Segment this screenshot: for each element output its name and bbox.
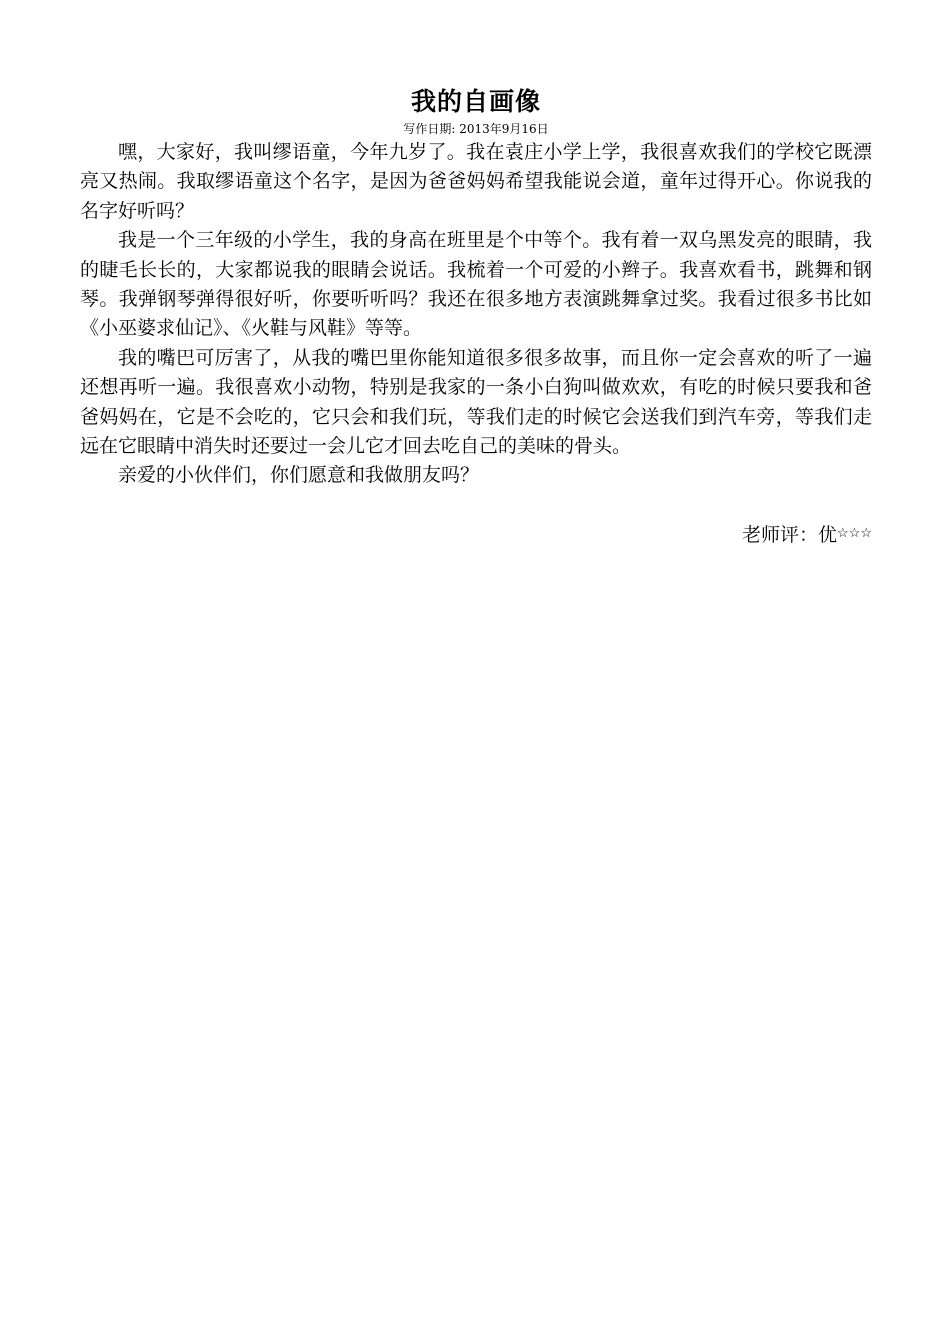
essay-title: 我的自画像 [410, 87, 541, 116]
essay-paragraph-1: 嘿，大家好，我叫缪语童，今年九岁了。我在袁庄小学上学，我很喜欢我们的学校它既漂亮又热闹。我取缪语童这个名字，是因为爸爸妈妈希望我能说会道，童年过得开心。你说我的名字好听吗？ [80, 141, 872, 222]
rating-stars: ☆☆☆ [837, 525, 872, 541]
essay-paragraph-4: 亲爱的小伙伴们，你们愿意和我做朋友吗？ [118, 464, 480, 487]
writing-date: 写作日期: 2013年9月16日 [403, 122, 549, 136]
essay-page [80, 84, 872, 550]
teacher-comment-label: 老师评：优 [742, 523, 838, 546]
essay-paragraph-2: 我是一个三年级的小学生，我的身高在班里是个中等个。我有着一双乌黑发亮的眼睛，我的睫毛长长的，大家都说我的眼睛会说话。我梳着一个可爱的小辫子。我喜欢看书，跳舞和钢琴。我弹钢琴弹得很好听，你要听听吗？我还在很多地方表演跳舞拿过奖。我看过很多书比如《小巫婆求仙记》、《火鞋与风鞋》等等。 [80, 229, 872, 340]
teacher-comment [80, 519, 872, 550]
essay-paragraph-3: 我的嘴巴可厉害了，从我的嘴巴里你能知道很多很多故事，而且你一定会喜欢的听了一遍还想再听一遍。我很喜欢小动物，特别是我家的一条小白狗叫做欢欢，有吃的时候只要我和爸爸妈妈在，它是不会吃的，它只会和我们玩，等我们走的时候它会送我们到汽车旁，等我们走远在它眼睛中消失时还要过一会儿它才回去吃自己的美味的骨头。 [80, 346, 872, 458]
